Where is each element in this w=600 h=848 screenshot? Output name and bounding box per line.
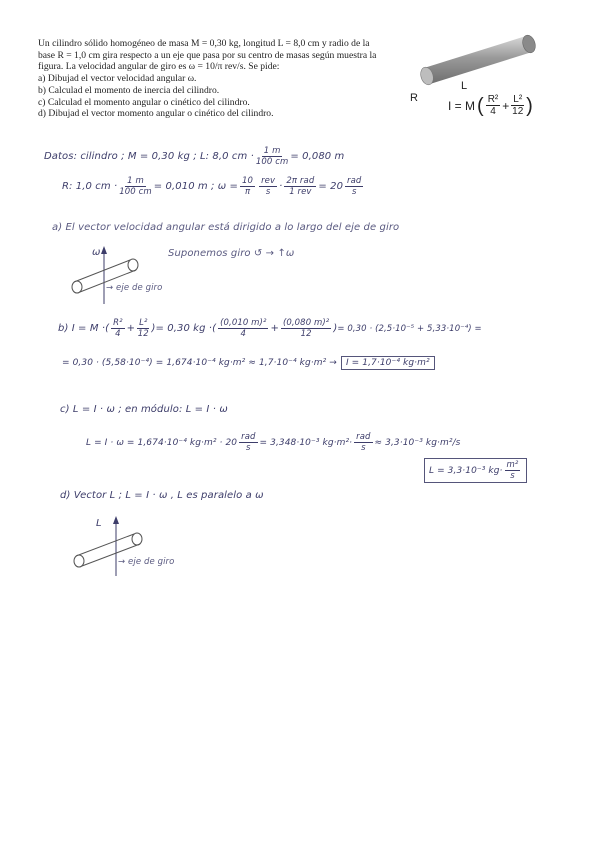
part-b-result: I = 1,7·10⁻⁴ kg·m² <box>341 356 435 370</box>
part-b-line-1: b) I = M · ( $\frac{\text{R²}}{4}$ + $\frac{\text{L²}}{12}$ ) = 0,30 kg · ( $\frac{\text{(0,010 m)²}}{4}$ + $\frac{\text{(0,080 m)²}}{12}$ ) = 0,30 · (2,5·10⁻⁵ + 5,33·10⁻⁴) = <box>58 318 482 339</box>
cylinder-figure <box>408 30 580 130</box>
part-c-line-2: L = I · ω = 1,674·10⁻⁴ kg·m² · 20 $\frac{\text{rad}}{s}$ = 3,348·10⁻³ kg·m²· $\frac{\text{rad}}{s}$ ≈ 3,3·10⁻³ kg·m²/s <box>86 432 461 453</box>
part-a-sketch <box>70 246 180 306</box>
problem-line: c) Calculad el momento angular o cinético del cilindro. <box>38 96 250 108</box>
omega-label: ω <box>92 247 101 258</box>
problem-line: Un cilindro sólido homogéneo de masa M = 0,30 kg, longitud L = 8,0 cm y radio de la <box>38 38 370 49</box>
part-c-line-1: c) L = I · ω ; en módulo: L = I · ω <box>60 404 228 415</box>
rotation-assumption: Suponemos giro ↺ → ↑ω <box>168 248 295 259</box>
problem-line: b) Calculad el momento de inercia del cilindro. <box>38 84 220 96</box>
problem-line: a) Dibujad el vector velocidad angular ω. <box>38 73 197 85</box>
l-vector-label: L <box>96 518 102 529</box>
formula-plus: + <box>502 98 510 113</box>
datos-line-2: R: 1,0 cm · $\frac{1 m}{100 cm}$ = 0,010 m ; ω = $\frac{10}{\pi}$ $\frac{\text{rev}}{s}$ · $\frac{\text{2π rad}}{\text{1 rev}}$ = 20 $\frac{\text{rad}}{s}$ <box>62 176 362 197</box>
part-c-result: L = 3,3·10⁻³ kg· $\frac{\text{m²}}{s}$ <box>424 458 527 483</box>
datos-line-1: Datos: cilindro ; M = 0,30 kg ; L: 8,0 cm · $\frac{1 m}{100 cm}$ = 0,080 m <box>44 146 345 167</box>
axis-label: → eje de giro <box>118 557 175 567</box>
problem-line: base R = 1,0 cm gira respecto a un eje que pasa por su centro de masas según muestra la <box>38 49 377 61</box>
formula-lhs: I = M <box>448 98 476 113</box>
problem-line: d) Dibujad el vector momento angular o cinético del cilindro. <box>38 108 274 120</box>
figure-label-l: L <box>461 80 468 92</box>
problem-statement <box>38 38 398 120</box>
inertia-formula: I = M ( $\frac{\text{R²}}{4}$ + $\frac{\text{L²}}{12}$ ) <box>448 94 533 117</box>
formula-fraction: $\frac{\text{R²}}{4}$ <box>487 94 499 117</box>
formula-fraction: $\frac{\text{L²}}{12}$ <box>512 94 524 117</box>
axis-label: → eje de giro <box>106 283 163 293</box>
cylinder-drawing <box>408 30 580 90</box>
part-a-text: a) El vector velocidad angular está dirigido a lo largo del eje de giro <box>52 222 400 233</box>
part-b-line-2: = 0,30 · (5,58·10⁻⁴) = 1,674·10⁻⁴ kg·m² ≈ 1,7·10⁻⁴ kg·m² → I = 1,7·10⁻⁴ kg·m² <box>62 356 435 370</box>
part-d-sketch <box>70 516 180 578</box>
figure-label-r: R <box>410 92 418 104</box>
problem-line: figura. La velocidad angular de giro es ω = 10/π rev/s. Se pide: <box>38 61 280 73</box>
part-d-text: d) Vector L ; L = I · ω , L es paralelo a ω <box>60 490 264 501</box>
